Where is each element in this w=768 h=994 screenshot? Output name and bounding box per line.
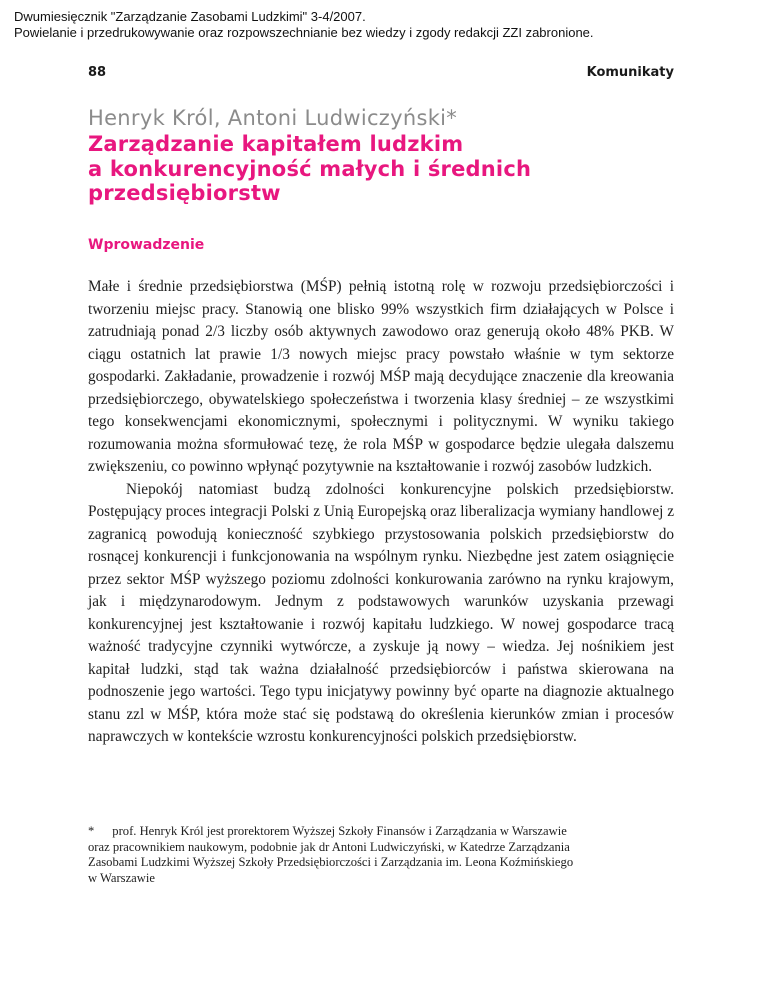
- title-line-3: przedsiębiorstw: [88, 181, 281, 205]
- footnote: [88, 824, 688, 886]
- page-number: 88: [88, 65, 107, 80]
- footnote-text-1: prof. Henryk Król jest prorektorem Wyższej Szkoły Finansów i Zarządzania w Warszawie: [112, 824, 567, 838]
- footnote-line-4: w Warszawie: [88, 870, 155, 885]
- running-head: [88, 65, 674, 81]
- article-body: [88, 276, 674, 749]
- article-authors: Henryk Król, Antoni Ludwiczyński*: [88, 106, 458, 130]
- article-title: [88, 132, 548, 206]
- title-line-2: a konkurencyjność małych i średnich: [88, 156, 532, 181]
- paragraph-2: Niepokój natomiast budzą zdolności konkurencyjne polskich przedsiębiorstw. Postępujący proces integracji Polski z Unią Europejską oraz liberalizacja wymiany handlowej z zagranicą powodują konieczność szybkiego przystosowania polskich przedsiębiorstw do rosnącej konkurencji i funkcjonowania na wspólnym rynku. Niezbędne jest zatem osiągnięcie przez sektor MŚP wyższego poziomu zdolności konkurowania zarówno na rynku krajowym, jak i międzynarodowym. Jednym z podstawowych warunków uzyskania przewagi konkurencyjnej jest kształtowanie i rozwój kapitału ludzkiego. W nowej gospodarce tracą ważność tradycyjne czynniki wytwórcze, a zyskuje ją nowy – wiedza. Jej nośnikiem jest kapitał ludzki, stąd tak ważna działalność przedsiębiorców i państwa skierowana na podnoszenie jego wartości. Tego typu inicjatywy powinny być oparte na diagnozie aktualnego stanu zzl w MŚP, która może stać się podstawą do określenia kierunków zmian i procesów naprawczych w kontekście wzrostu konkurencyjności polskich przedsiębiorstw.: [88, 480, 674, 745]
- copyright-line-1: Dwumiesięcznik "Zarządzanie Zasobami Ludzkimi" 3-4/2007.: [14, 9, 366, 24]
- footnote-marker: *: [88, 824, 95, 838]
- copyright-line-2: Powielanie i przedrukowywanie oraz rozpowszechnianie bez wiedzy i zgody redakcji ZZI zabronione.: [14, 25, 594, 40]
- section-heading: Wprowadzenie: [88, 237, 205, 253]
- title-line-1: Zarządzanie kapitałem ludzkim: [88, 132, 464, 156]
- section-name: Komunikaty: [586, 65, 674, 80]
- footnote-line-1: [88, 824, 688, 840]
- paragraph-1: Małe i średnie przedsiębiorstwa (MŚP) pełnią istotną rolę w rozwoju przedsiębiorczości i tworzeniu miejsc pracy. Stanowią one blisko 99% wszystkich firm działających w Polsce i zatrudniają ponad 2/3 liczby osób aktywnych zawodowo oraz generują około 48% PKB. W ciągu ostatnich lat prawie 1/3 nowych miejsc pracy powstało właśnie w tym sektorze gospodarki. Zakładanie, prowadzenie i rozwój MŚP mają decydujące znaczenie dla kreowania przedsiębiorczego, obywatelskiego społeczeństwa i tworzenia klasy średniej – ze wszystkimi tego konsekwencjami ekonomicznymi, społecznymi i politycznymi. W wyniku takiego rozumowania można sformułować tezę, że rola MŚP w gospodarce będzie ulegała dalszemu zwiększeniu, co powinno wpłynąć pozytywnie na kształtowanie i rozwój zasobów ludzkich.: [88, 278, 674, 475]
- footnote-line-2: oraz pracownikiem naukowym, podobnie jak dr Antoni Ludwiczyński, w Katedrze Zarządzania: [88, 839, 570, 854]
- copyright-notice: [14, 9, 759, 41]
- footnote-line-3: Zasobami Ludzkimi Wyższej Szkoły Przedsiębiorczości i Zarządzania im. Leona Koźmińskiego: [88, 855, 574, 870]
